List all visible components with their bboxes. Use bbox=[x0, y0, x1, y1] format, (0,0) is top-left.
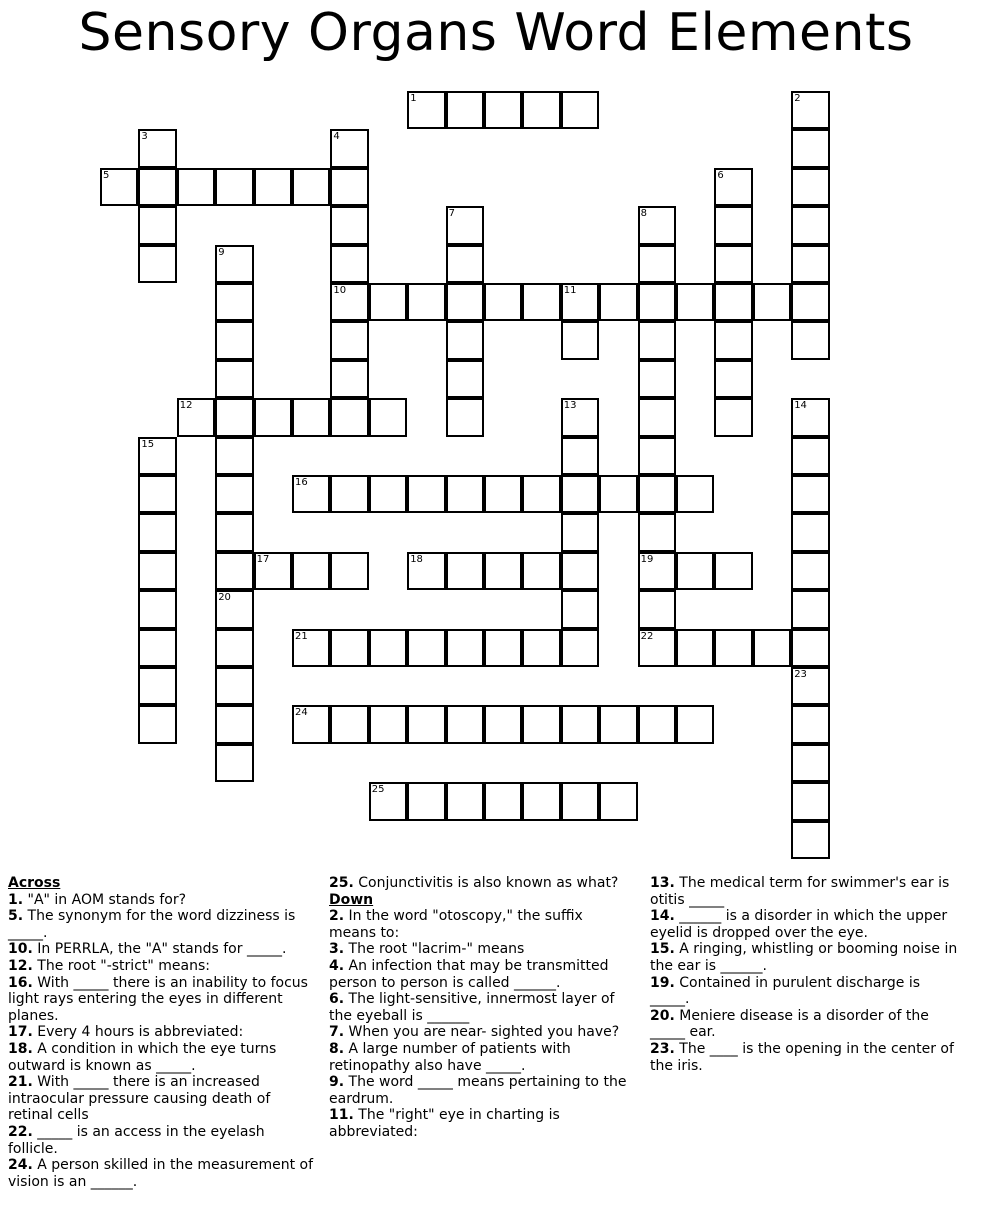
grid-cell[interactable] bbox=[330, 283, 368, 321]
grid-cell[interactable] bbox=[215, 744, 253, 782]
clue bbox=[8, 908, 316, 941]
clue bbox=[8, 941, 316, 958]
grid-cell[interactable] bbox=[714, 398, 752, 436]
clue-number-label: 16. bbox=[8, 974, 33, 991]
grid-cell[interactable] bbox=[791, 667, 829, 705]
grid-cell[interactable] bbox=[407, 91, 445, 129]
grid-cell[interactable] bbox=[407, 283, 445, 321]
clue-number-label: 2. bbox=[329, 908, 345, 925]
grid-cell[interactable] bbox=[791, 91, 829, 129]
clue bbox=[650, 875, 958, 908]
grid-cell[interactable] bbox=[599, 782, 637, 820]
grid-cell[interactable] bbox=[330, 360, 368, 398]
grid-cell[interactable] bbox=[369, 782, 407, 820]
grid-cell[interactable] bbox=[638, 360, 676, 398]
clue-number: 16 bbox=[295, 477, 308, 488]
grid-cell[interactable] bbox=[753, 629, 791, 667]
clue-number-label: 1. bbox=[8, 891, 24, 908]
grid-cell[interactable] bbox=[522, 283, 560, 321]
grid-cell[interactable] bbox=[561, 91, 599, 129]
grid-cell[interactable] bbox=[676, 283, 714, 321]
clue-text: In the word "otoscopy," the suffix means to: bbox=[329, 908, 583, 941]
clue-number-label: 20. bbox=[650, 1007, 675, 1024]
grid-cell[interactable] bbox=[791, 168, 829, 206]
clue bbox=[8, 958, 316, 975]
clue-text: Conjunctivitis is also known as what? bbox=[353, 875, 619, 891]
grid-cell[interactable] bbox=[292, 552, 330, 590]
clue bbox=[329, 908, 631, 941]
clue-number-label: 13. bbox=[650, 875, 675, 891]
clue-number-label: 10. bbox=[8, 941, 33, 958]
clue-number-label: 11. bbox=[329, 1107, 354, 1124]
clue-text: Meniere disease is a disorder of the _____ ear. bbox=[650, 1007, 929, 1041]
clue-number-label: 24. bbox=[8, 1157, 33, 1174]
grid-cell[interactable] bbox=[138, 437, 176, 475]
grid-cell[interactable] bbox=[330, 321, 368, 359]
grid-cell[interactable] bbox=[215, 590, 253, 628]
grid-cell[interactable] bbox=[138, 552, 176, 590]
clue bbox=[329, 1024, 631, 1041]
clue-number-label: 6. bbox=[329, 991, 345, 1008]
clue-number: 23 bbox=[794, 669, 807, 680]
grid-cell[interactable] bbox=[561, 321, 599, 359]
grid-cell[interactable] bbox=[638, 321, 676, 359]
grid-cell[interactable] bbox=[215, 321, 253, 359]
grid-cell[interactable] bbox=[177, 398, 215, 436]
grid-cell[interactable] bbox=[484, 629, 522, 667]
clues-column-1 bbox=[8, 875, 316, 1190]
grid-cell[interactable] bbox=[138, 168, 176, 206]
grid-cell[interactable] bbox=[599, 283, 637, 321]
grid-cell[interactable] bbox=[561, 475, 599, 513]
grid-cell[interactable] bbox=[676, 552, 714, 590]
grid-cell[interactable] bbox=[254, 168, 292, 206]
grid-cell[interactable] bbox=[676, 475, 714, 513]
grid-cell[interactable] bbox=[714, 245, 752, 283]
clue bbox=[650, 1041, 958, 1074]
grid-cell[interactable] bbox=[215, 667, 253, 705]
grid-cell[interactable] bbox=[561, 398, 599, 436]
clue-number: 18 bbox=[410, 553, 423, 565]
grid-cell[interactable] bbox=[215, 513, 253, 551]
clue-text: A person skilled in the measurement of vision is an ______. bbox=[8, 1157, 314, 1190]
grid-cell[interactable] bbox=[407, 552, 445, 590]
grid-cell[interactable] bbox=[138, 590, 176, 628]
clue-number-label: 8. bbox=[329, 1040, 345, 1057]
clue-number-label: 15. bbox=[650, 941, 675, 958]
grid-cell[interactable] bbox=[714, 552, 752, 590]
grid-cell[interactable] bbox=[446, 360, 484, 398]
clue-number: 25 bbox=[371, 784, 385, 796]
grid-cell[interactable] bbox=[484, 283, 522, 321]
grid-cell[interactable] bbox=[446, 398, 484, 436]
clue-text: When you are near- sighted you have? bbox=[344, 1024, 620, 1041]
clue-heading: Down bbox=[329, 891, 374, 908]
grid-cell[interactable] bbox=[791, 475, 829, 513]
grid-cell[interactable] bbox=[522, 782, 560, 820]
clue-number-label: 25. bbox=[329, 875, 354, 891]
clue-number-label: 12. bbox=[8, 957, 33, 974]
clue-number-label: 21. bbox=[8, 1074, 33, 1091]
clue-text: The root "lacrim-" means bbox=[344, 941, 525, 958]
clue bbox=[329, 991, 631, 1024]
grid-cell[interactable] bbox=[330, 206, 368, 244]
grid-cell[interactable] bbox=[714, 206, 752, 244]
grid-cell[interactable] bbox=[791, 590, 829, 628]
grid-cell[interactable] bbox=[215, 629, 253, 667]
clue-text: The "right" eye in charting is abbreviated: bbox=[329, 1107, 560, 1140]
grid-cell[interactable] bbox=[638, 437, 676, 475]
clue bbox=[8, 892, 316, 909]
grid-cell[interactable] bbox=[138, 129, 176, 167]
grid-cell[interactable] bbox=[638, 398, 676, 436]
grid-cell[interactable] bbox=[638, 283, 676, 321]
clue bbox=[329, 958, 631, 991]
clue bbox=[8, 1074, 316, 1124]
clue-number: 13 bbox=[563, 400, 577, 412]
grid-cell[interactable] bbox=[791, 744, 829, 782]
clue-number: 11 bbox=[563, 285, 577, 296]
grid-cell[interactable] bbox=[292, 168, 330, 206]
grid-cell[interactable] bbox=[330, 398, 368, 436]
clue-text: The light-sensitive, innermost layer of the eyeball is ______ bbox=[329, 991, 615, 1024]
grid-cell[interactable] bbox=[714, 629, 752, 667]
clue-number: 20 bbox=[218, 592, 231, 604]
clue-text: A large number of patients with retinopathy also have _____. bbox=[329, 1040, 571, 1074]
grid-cell[interactable] bbox=[446, 283, 484, 321]
grid-cell[interactable] bbox=[254, 398, 292, 436]
clue-text: An infection that may be transmitted person to person is called ______. bbox=[329, 957, 609, 991]
grid-cell[interactable] bbox=[714, 360, 752, 398]
clue-text: The synonym for the word dizziness is _____. bbox=[8, 908, 296, 941]
grid-cell[interactable] bbox=[138, 667, 176, 705]
clue-number: 19 bbox=[640, 553, 654, 565]
grid-cell[interactable] bbox=[638, 552, 676, 590]
grid-cell[interactable] bbox=[330, 552, 368, 590]
clue bbox=[329, 1074, 631, 1107]
clue-number-label: 18. bbox=[8, 1040, 33, 1057]
grid-cell[interactable] bbox=[714, 283, 752, 321]
grid-cell[interactable] bbox=[714, 321, 752, 359]
grid-cell[interactable] bbox=[561, 552, 599, 590]
grid-cell[interactable] bbox=[446, 782, 484, 820]
grid-cell[interactable] bbox=[561, 782, 599, 820]
grid-cell[interactable] bbox=[522, 705, 560, 743]
clue-number: 15 bbox=[141, 438, 155, 450]
grid-cell[interactable] bbox=[215, 283, 253, 321]
grid-cell[interactable] bbox=[599, 705, 637, 743]
grid-cell[interactable] bbox=[791, 398, 829, 436]
clue-number: 12 bbox=[179, 400, 193, 412]
grid-cell[interactable] bbox=[407, 629, 445, 667]
grid-cell[interactable] bbox=[676, 705, 714, 743]
grid-cell[interactable] bbox=[407, 782, 445, 820]
grid-cell[interactable] bbox=[215, 552, 253, 590]
clue-number: 24 bbox=[295, 707, 308, 719]
grid-cell[interactable] bbox=[446, 206, 484, 244]
grid-cell[interactable] bbox=[138, 629, 176, 667]
clue-number-label: 14. bbox=[650, 908, 675, 925]
grid-cell[interactable] bbox=[446, 475, 484, 513]
clue-number-label: 5. bbox=[8, 908, 24, 925]
clue bbox=[650, 908, 958, 941]
grid-cell[interactable] bbox=[484, 552, 522, 590]
clue-number-label: 22. bbox=[8, 1123, 33, 1140]
clue-text: The ____ is the opening in the center of the iris. bbox=[650, 1040, 954, 1074]
grid-cell[interactable] bbox=[446, 705, 484, 743]
grid-cell[interactable] bbox=[407, 475, 445, 513]
clue-heading: Across bbox=[8, 875, 61, 891]
clue-number: 5 bbox=[103, 169, 110, 181]
grid-cell[interactable] bbox=[292, 629, 330, 667]
puzzle-title: Sensory Organs Word Elements bbox=[78, 3, 914, 63]
clue-text: With _____ there is an inability to focus light rays entering the eyes in different planes. bbox=[8, 974, 308, 1024]
grid-cell[interactable] bbox=[638, 513, 676, 551]
grid-cell[interactable] bbox=[215, 360, 253, 398]
clue-number-label: 9. bbox=[329, 1074, 345, 1091]
clue-number: 7 bbox=[448, 208, 455, 220]
grid-cell[interactable] bbox=[791, 321, 829, 359]
grid-cell[interactable] bbox=[446, 91, 484, 129]
clue-text: "A" in AOM stands for? bbox=[23, 891, 187, 908]
clue bbox=[8, 1041, 316, 1074]
clue bbox=[8, 1157, 316, 1190]
clue-text: With _____ there is an increased intraocular pressure causing death of retinal cells bbox=[8, 1074, 271, 1124]
clue-number: 4 bbox=[333, 131, 340, 143]
grid-cell[interactable] bbox=[177, 168, 215, 206]
grid-cell[interactable] bbox=[638, 705, 676, 743]
grid-cell[interactable] bbox=[369, 705, 407, 743]
clue bbox=[650, 941, 958, 974]
clue-text: _____ is an access in the eyelash follicle. bbox=[8, 1123, 265, 1157]
grid-cell[interactable] bbox=[330, 129, 368, 167]
grid-cell[interactable] bbox=[330, 245, 368, 283]
clue-text: In PERRLA, the "A" stands for _____. bbox=[32, 941, 287, 958]
grid-cell[interactable] bbox=[791, 552, 829, 590]
clue-text: The word _____ means pertaining to the eardrum. bbox=[329, 1074, 627, 1107]
grid-cell[interactable] bbox=[484, 91, 522, 129]
grid-cell[interactable] bbox=[215, 168, 253, 206]
grid-cell[interactable] bbox=[215, 705, 253, 743]
grid-cell[interactable] bbox=[369, 475, 407, 513]
grid-cell[interactable] bbox=[446, 321, 484, 359]
clue-number: 6 bbox=[717, 169, 724, 181]
clue bbox=[8, 1124, 316, 1157]
grid-cell[interactable] bbox=[215, 398, 253, 436]
clue-number-label: 23. bbox=[650, 1040, 675, 1057]
clue bbox=[329, 1041, 631, 1074]
clue-number: 14 bbox=[794, 400, 807, 412]
clues-column-2 bbox=[329, 875, 631, 1141]
grid-cell[interactable] bbox=[330, 629, 368, 667]
grid-cell[interactable] bbox=[561, 513, 599, 551]
grid-cell[interactable] bbox=[369, 283, 407, 321]
clue bbox=[650, 975, 958, 1008]
grid-cell[interactable] bbox=[138, 513, 176, 551]
grid-cell[interactable] bbox=[138, 206, 176, 244]
grid-cell[interactable] bbox=[522, 475, 560, 513]
grid-cell[interactable] bbox=[330, 168, 368, 206]
grid-cell[interactable] bbox=[638, 629, 676, 667]
grid-cell[interactable] bbox=[254, 552, 292, 590]
clue-number: 3 bbox=[141, 131, 148, 143]
grid-cell[interactable] bbox=[599, 475, 637, 513]
clue-text: Every 4 hours is abbreviated: bbox=[32, 1024, 244, 1041]
grid-cell[interactable] bbox=[561, 590, 599, 628]
grid-cell[interactable] bbox=[791, 129, 829, 167]
grid-cell[interactable] bbox=[561, 705, 599, 743]
clue bbox=[329, 941, 631, 958]
grid-cell[interactable] bbox=[561, 437, 599, 475]
clue-number: 9 bbox=[218, 246, 225, 258]
grid-cell[interactable] bbox=[138, 475, 176, 513]
grid-cell[interactable] bbox=[561, 629, 599, 667]
grid-cell[interactable] bbox=[522, 629, 560, 667]
clue-text: A ringing, whistling or booming noise in the ear is ______. bbox=[650, 941, 958, 974]
clue-number: 2 bbox=[794, 93, 801, 104]
grid-cell[interactable] bbox=[791, 513, 829, 551]
grid-cell[interactable] bbox=[638, 206, 676, 244]
grid-cell[interactable] bbox=[407, 705, 445, 743]
grid-cell[interactable] bbox=[138, 705, 176, 743]
grid-cell[interactable] bbox=[446, 245, 484, 283]
clue-number: 8 bbox=[640, 208, 647, 220]
clue bbox=[329, 875, 631, 892]
clue bbox=[650, 1008, 958, 1041]
grid-cell[interactable] bbox=[561, 283, 599, 321]
clue-number-label: 19. bbox=[650, 974, 675, 991]
grid-cell[interactable] bbox=[292, 475, 330, 513]
grid-cell[interactable] bbox=[638, 475, 676, 513]
grid-cell[interactable] bbox=[484, 782, 522, 820]
grid-cell[interactable] bbox=[753, 283, 791, 321]
grid-cell[interactable] bbox=[791, 437, 829, 475]
grid-cell[interactable] bbox=[369, 629, 407, 667]
clue bbox=[329, 1107, 631, 1140]
grid-cell[interactable] bbox=[215, 437, 253, 475]
grid-cell[interactable] bbox=[446, 629, 484, 667]
clue-number: 22 bbox=[640, 630, 654, 642]
clue-number-label: 3. bbox=[329, 941, 345, 958]
clue-text: The medical term for swimmer's ear is otitis _____ bbox=[650, 875, 950, 908]
grid-cell[interactable] bbox=[791, 705, 829, 743]
grid-cell[interactable] bbox=[522, 552, 560, 590]
grid-cell[interactable] bbox=[791, 629, 829, 667]
grid-cell[interactable] bbox=[791, 821, 829, 859]
grid-cell[interactable] bbox=[714, 168, 752, 206]
grid-cell[interactable] bbox=[791, 283, 829, 321]
clue bbox=[8, 975, 316, 1025]
clue-number: 17 bbox=[256, 553, 270, 565]
grid-cell[interactable] bbox=[292, 398, 330, 436]
clue-text: ______ is a disorder in which the upper eyelid is dropped over the eye. bbox=[650, 908, 948, 941]
grid-cell[interactable] bbox=[522, 91, 560, 129]
grid-cell[interactable] bbox=[638, 245, 676, 283]
grid-cell[interactable] bbox=[446, 552, 484, 590]
grid-cell[interactable] bbox=[791, 782, 829, 820]
grid-cell[interactable] bbox=[484, 475, 522, 513]
grid-cell[interactable] bbox=[215, 475, 253, 513]
grid-cell[interactable] bbox=[791, 245, 829, 283]
clue-text: A condition in which the eye turns outward is known as _____. bbox=[8, 1040, 277, 1074]
grid-cell[interactable] bbox=[484, 705, 522, 743]
grid-cell[interactable] bbox=[638, 590, 676, 628]
clue-text: Contained in purulent discharge is _____. bbox=[650, 974, 921, 1008]
clue-number-label: 17. bbox=[8, 1024, 33, 1041]
grid-cell[interactable] bbox=[791, 206, 829, 244]
grid-cell[interactable] bbox=[330, 475, 368, 513]
clue-number: 1 bbox=[410, 93, 417, 104]
clue bbox=[8, 1024, 316, 1041]
grid-cell[interactable] bbox=[292, 705, 330, 743]
grid-cell[interactable] bbox=[138, 245, 176, 283]
grid-cell[interactable] bbox=[330, 705, 368, 743]
clue-number: 10 bbox=[333, 285, 347, 296]
grid-cell[interactable] bbox=[676, 629, 714, 667]
clue-number-label: 7. bbox=[329, 1024, 345, 1041]
clue-number-label: 4. bbox=[329, 957, 345, 974]
clue-number: 21 bbox=[295, 630, 308, 642]
grid-cell[interactable] bbox=[369, 398, 407, 436]
grid-cell[interactable] bbox=[215, 245, 253, 283]
grid-cell[interactable] bbox=[100, 168, 138, 206]
clue-text: The root "-strict" means: bbox=[32, 957, 210, 974]
clues-column-3 bbox=[650, 875, 958, 1074]
